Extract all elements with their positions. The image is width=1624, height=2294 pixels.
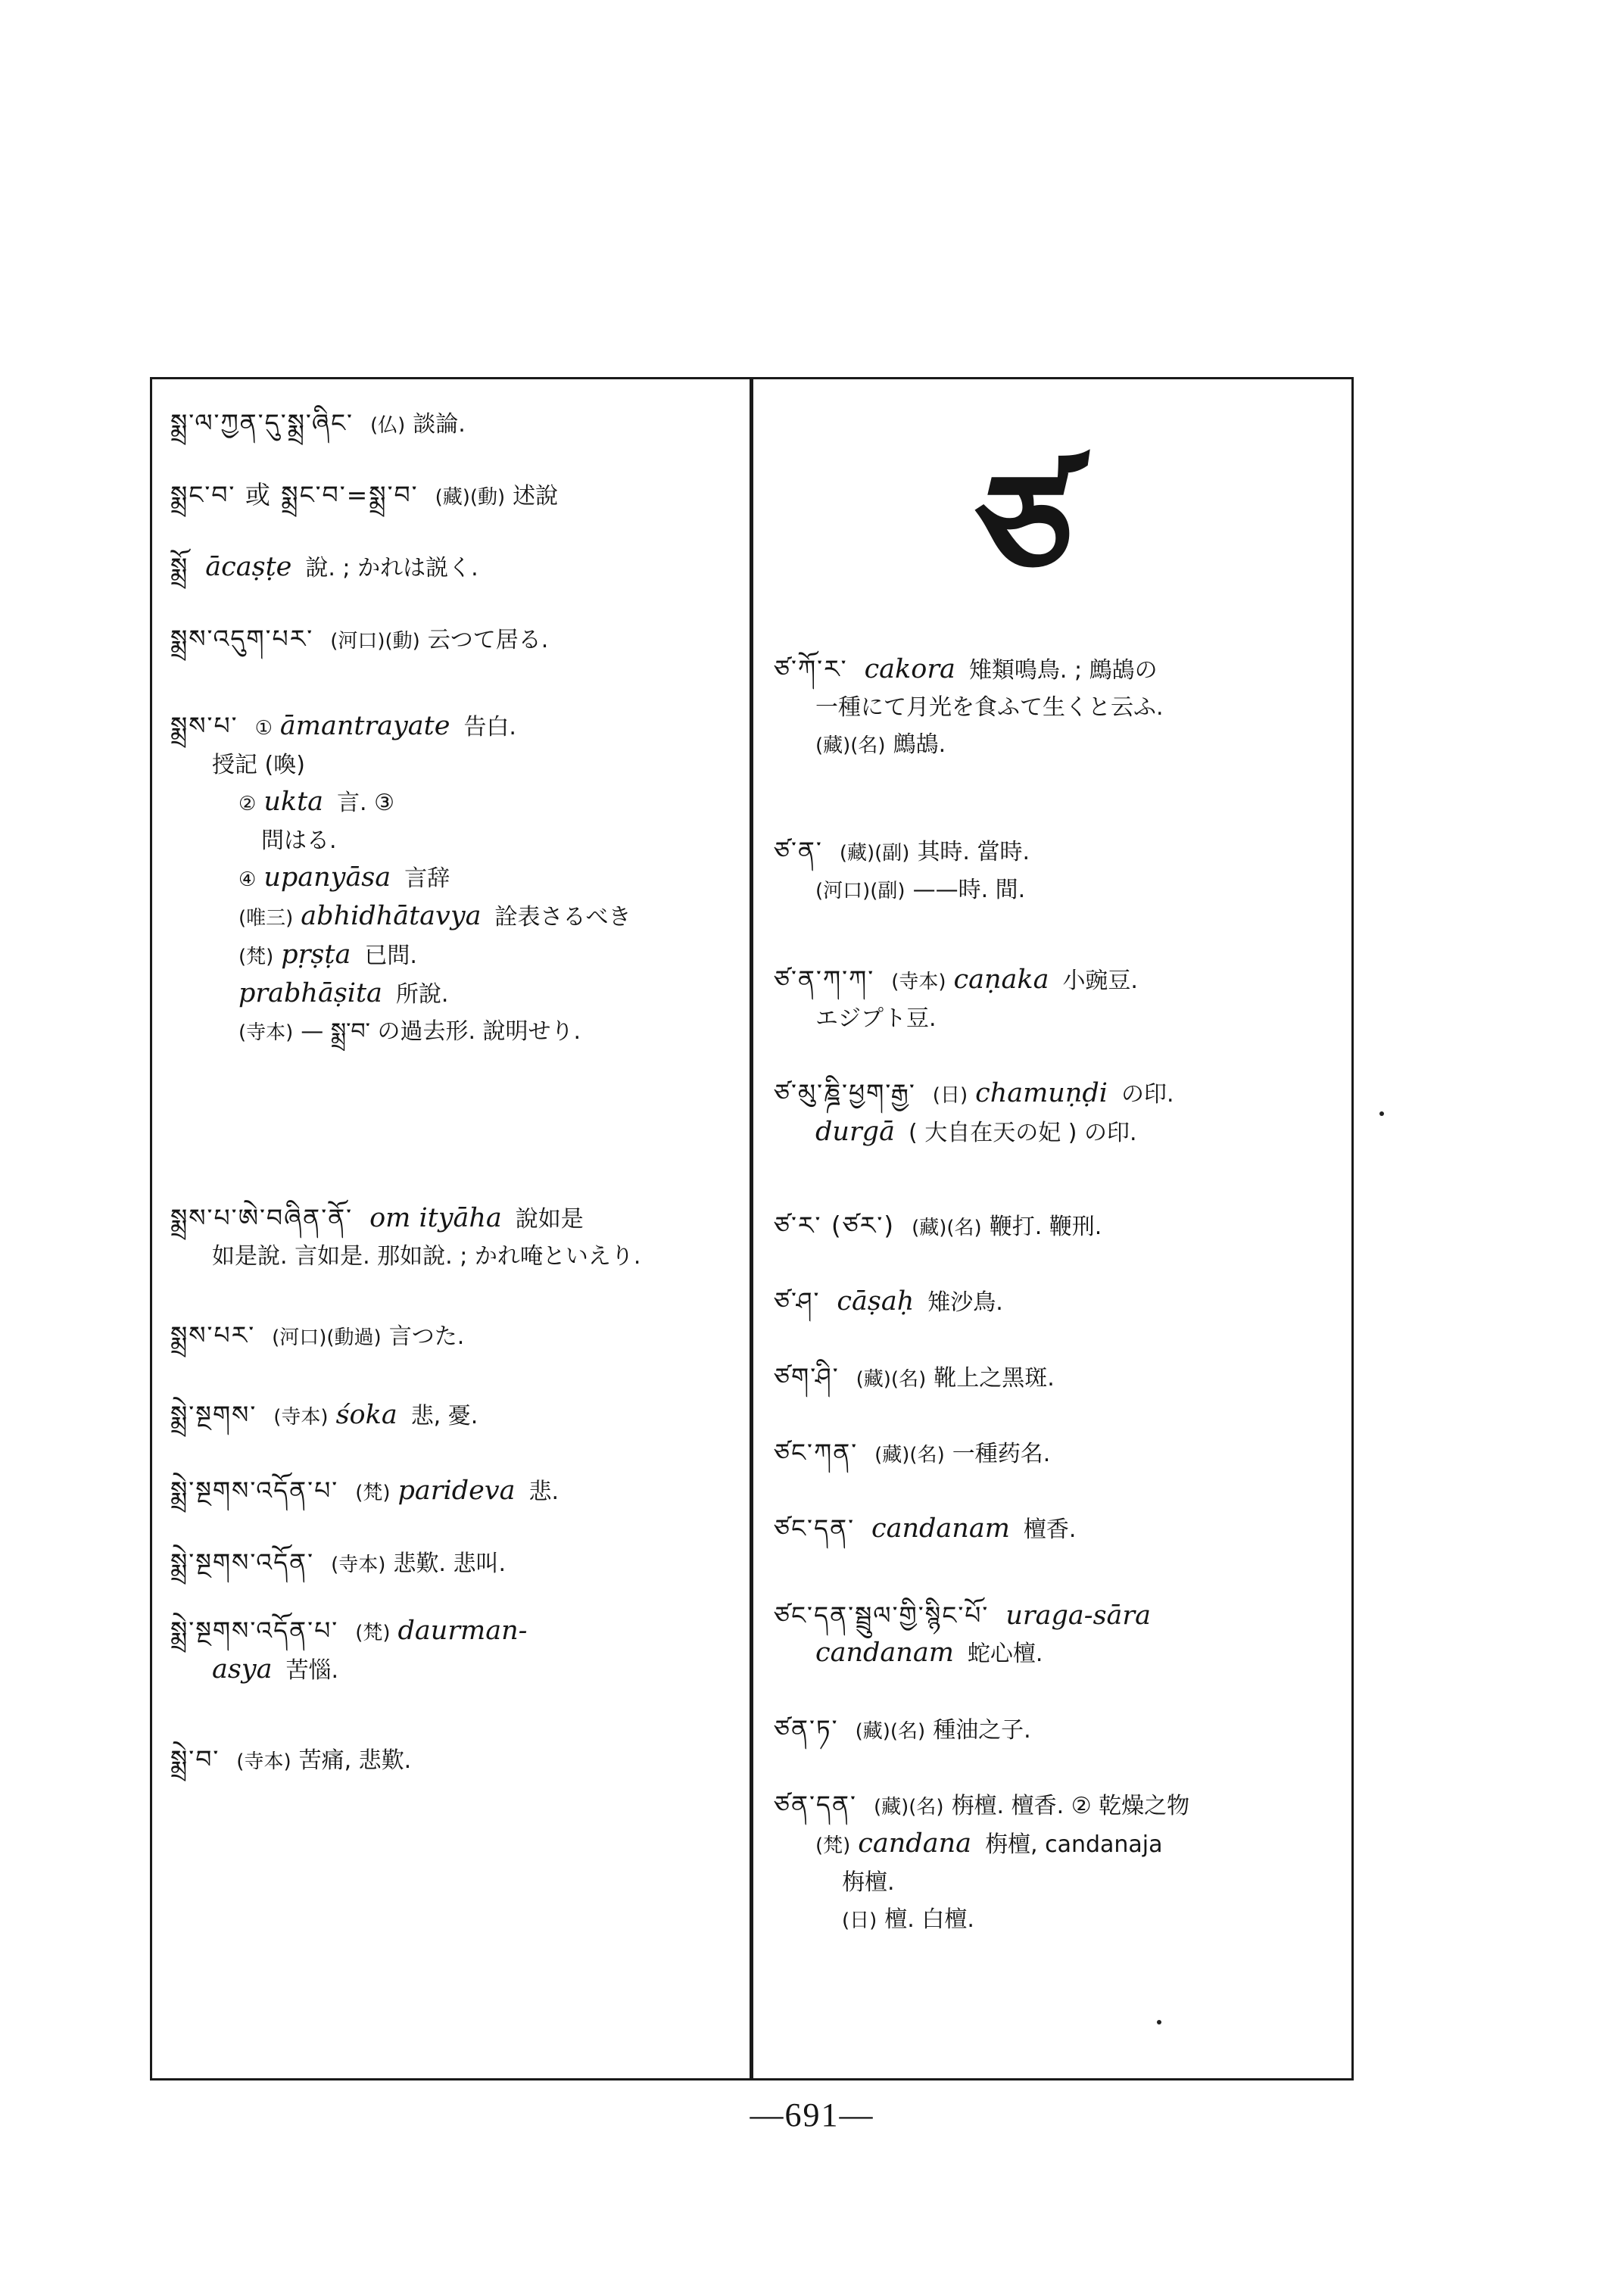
source-tag: (寺本) xyxy=(891,971,946,993)
tibetan-headword: སྨྲོ xyxy=(170,552,189,581)
tibetan-headword: ཙ་ན་ xyxy=(774,836,823,865)
entry-line xyxy=(170,898,746,937)
entry-line xyxy=(170,1238,746,1275)
gloss-text: 檀. 白檀. xyxy=(884,1906,974,1933)
romanized-term: candana xyxy=(858,1828,971,1859)
entry-line xyxy=(170,937,746,975)
source-tag: (日) xyxy=(932,1084,968,1107)
romanized-term: ācaṣṭe xyxy=(205,552,292,582)
entry-line xyxy=(774,726,1349,764)
gloss-text: ——時. 間. xyxy=(912,877,1026,903)
tibetan-headword: སྨྲང་བ་ 或 སྨྲང་བ་=སྨྲ་བ་ xyxy=(170,480,419,510)
entry-line xyxy=(774,1635,1349,1672)
gloss-text: — སྨྲ་བ་ の過去形. 說明せり. xyxy=(301,1018,581,1045)
tibetan-headword: སྨྲས་པར་ xyxy=(170,1320,256,1350)
romanized-term: ukta xyxy=(263,787,323,817)
gloss-text: 栴檀. xyxy=(842,1869,895,1896)
entry-line xyxy=(774,1510,1349,1548)
source-tag: (梵) xyxy=(355,1482,391,1504)
dictionary-entry xyxy=(170,1741,746,1780)
source-tag: (寺本) xyxy=(238,1021,294,1044)
romanized-term: cāṣaḥ xyxy=(837,1286,915,1317)
romanized-term: asya xyxy=(212,1654,273,1685)
dictionary-entry xyxy=(774,1787,1349,1939)
entry-line xyxy=(774,1359,1349,1398)
entry-line xyxy=(774,1208,1349,1246)
entry-line xyxy=(170,405,746,444)
gloss-text: 如是說. 言如是. 那如說. ; かれ唵といえり. xyxy=(212,1243,641,1270)
tibetan-headword: སྨྲ་ལ་ཀྱན་དུ་སྨྲ་ཞིང་ xyxy=(170,408,354,438)
dictionary-entry xyxy=(170,1200,746,1275)
entry-line xyxy=(774,1787,1349,1825)
dictionary-entry xyxy=(170,1613,746,1689)
source-tag: (藏)(副) xyxy=(839,842,910,865)
tibetan-headword: སྨྲེ་སྔགས་འདོན་ xyxy=(170,1548,315,1577)
gloss-text: 說如是 xyxy=(515,1206,584,1233)
entry-line xyxy=(170,1397,746,1435)
source-tag: (河口)(動) xyxy=(330,630,420,653)
gloss-text: 問はる. xyxy=(261,828,337,854)
romanized-term: śoka xyxy=(335,1400,397,1430)
source-tag: (梵) xyxy=(355,1622,391,1644)
dictionary-entry xyxy=(774,1208,1349,1246)
gloss-text: 其時. 當時. xyxy=(917,839,1030,865)
dictionary-entry xyxy=(774,1283,1349,1321)
entry-line xyxy=(774,1864,1349,1901)
romanized-term: paridevа xyxy=(397,1476,516,1506)
tibetan-headword: སྨྲས་པ་ xyxy=(170,711,238,740)
gloss-text: 說. ; かれは説く. xyxy=(305,555,478,581)
tibetan-headword: ཙ་ཤ་ xyxy=(774,1286,821,1316)
dictionary-entry xyxy=(170,708,746,1051)
tibetan-headword: སྨྲས་པ་ཨེ་བཞིན་ནོ་ xyxy=(170,1203,354,1233)
gloss-text: 苦惱. xyxy=(285,1657,339,1684)
tibetan-headword: ཙང་དན་ xyxy=(774,1513,856,1543)
dictionary-entry xyxy=(170,621,746,659)
gloss-text: 檀香. xyxy=(1023,1516,1077,1543)
section-letter: ཙ xyxy=(977,441,1074,619)
dictionary-entry xyxy=(774,1075,1349,1152)
tibetan-headword: ཙ་མུ་ཎྜི་ཕྱག་རྒྱ་ xyxy=(774,1078,916,1108)
entry-line xyxy=(774,1114,1349,1152)
speck xyxy=(1157,2020,1161,2024)
tibetan-headword: སྨྲེ་བ་ xyxy=(170,1744,220,1774)
romanized-term: abhidhātavya xyxy=(301,901,482,931)
dictionary-entry xyxy=(774,1510,1349,1548)
gloss-text: 一種にて月光を食ふて生くと云ふ. xyxy=(815,694,1164,721)
dictionary-entry xyxy=(774,651,1349,764)
entry-line xyxy=(170,1473,746,1511)
gloss-text: 授記 (喚) xyxy=(212,752,305,778)
gloss-text: 已問. xyxy=(364,943,417,969)
entry-line xyxy=(170,1741,746,1780)
dictionary-entry xyxy=(170,1473,746,1511)
tibetan-headword: ཙ་ཀོ་ར་ xyxy=(774,654,848,684)
romanized-term: candanam xyxy=(871,1513,1010,1544)
romanized-term: candanam xyxy=(815,1638,954,1668)
entry-line xyxy=(170,1651,746,1689)
gloss-text: 詮表さるべき xyxy=(494,904,631,930)
dictionary-entry xyxy=(170,1397,746,1435)
source-tag: (藏)(名) xyxy=(874,1444,945,1466)
speck xyxy=(1379,1111,1384,1116)
dictionary-entry xyxy=(774,1711,1349,1750)
romanized-term: uraga-sāra xyxy=(1005,1601,1152,1631)
source-tag: (寺本) xyxy=(236,1750,291,1773)
gloss-text: エジプト豆. xyxy=(815,1005,937,1032)
entry-line xyxy=(774,689,1349,726)
source-tag: (唯三) xyxy=(238,907,294,930)
gloss-text: 靴上之黑斑. xyxy=(934,1365,1055,1392)
source-tag: (河口)(副) xyxy=(815,880,906,902)
gloss-text: 栴檀. 檀香. ② 乾燥之物 xyxy=(951,1793,1190,1819)
entry-line xyxy=(170,975,746,1013)
gloss-text: 悲. xyxy=(528,1479,560,1505)
gloss-text: 種油之子. xyxy=(933,1717,1031,1744)
entry-line xyxy=(170,549,746,587)
source-tag: ④ xyxy=(238,868,257,891)
dictionary-entry xyxy=(170,477,746,516)
gloss-text: 雉沙鳥. xyxy=(927,1289,1003,1316)
entry-line xyxy=(170,1613,746,1651)
dictionary-entry xyxy=(774,1597,1349,1672)
dictionary-entry xyxy=(170,1544,746,1583)
entry-line xyxy=(774,1901,1349,1939)
entry-line xyxy=(170,822,746,859)
entry-line xyxy=(170,784,746,822)
gloss-text: 雉類鳴鳥. ; 鷓鴣の xyxy=(968,657,1158,684)
gloss-text: 苦痛, 悲歎. xyxy=(298,1747,412,1774)
gloss-text: 述說 xyxy=(513,483,559,510)
source-tag: (日) xyxy=(842,1909,877,1932)
gloss-text: ( 大自在天の妃 ) の印. xyxy=(908,1120,1137,1146)
dictionary-entry xyxy=(774,1359,1349,1398)
source-tag: (藏)(動) xyxy=(435,486,506,509)
entry-line xyxy=(170,746,746,784)
romanized-term: chamuṇḍi xyxy=(975,1078,1108,1108)
tibetan-headword: སྨྲས་འདུག་པར་ xyxy=(170,624,314,653)
source-tag: (河口)(動過) xyxy=(272,1326,382,1349)
source-tag: (寺本) xyxy=(331,1554,386,1576)
gloss-text: の印. xyxy=(1121,1081,1174,1108)
romanized-term: āmantrayate xyxy=(279,711,450,741)
entry-line xyxy=(774,1075,1349,1114)
dictionary-entry xyxy=(170,1317,746,1356)
gloss-text: 栴檀, candanaja xyxy=(985,1831,1163,1858)
gloss-text: 鞭打. 鞭刑. xyxy=(989,1214,1102,1240)
entry-line xyxy=(170,1200,746,1238)
entry-line xyxy=(774,833,1349,871)
tibetan-headword: ཙན་དན་ xyxy=(774,1790,857,1819)
entry-line xyxy=(170,859,746,898)
entry-line xyxy=(774,1825,1349,1864)
entry-line xyxy=(170,621,746,659)
dictionary-entry xyxy=(774,833,1349,909)
gloss-text: 言つた. xyxy=(388,1323,465,1350)
romanized-term: daurman- xyxy=(397,1616,528,1646)
entry-line xyxy=(774,1711,1349,1750)
gloss-text: 言辞 xyxy=(404,865,450,892)
tibetan-headword: ཙང་ཀན་ xyxy=(774,1438,859,1467)
dictionary-entry xyxy=(170,405,746,444)
romanized-term: cakora xyxy=(864,654,955,684)
tibetan-headword: སྨྲེ་སྔགས་ xyxy=(170,1400,257,1429)
gloss-text: 所說. xyxy=(395,981,449,1008)
tibetan-headword: ཙན་ཏ་ xyxy=(774,1714,839,1744)
entry-line xyxy=(774,1435,1349,1473)
gloss-text: 告白. xyxy=(463,714,516,740)
source-tag: ② xyxy=(238,793,257,815)
source-tag: (寺本) xyxy=(273,1406,329,1429)
entry-line xyxy=(774,1597,1349,1635)
source-tag: (藏)(名) xyxy=(873,1796,944,1819)
source-tag: (仏) xyxy=(369,414,406,437)
gloss-text: 悲, 憂. xyxy=(410,1403,478,1429)
entry-line xyxy=(170,1013,746,1051)
page-number: —691— xyxy=(750,2096,874,2133)
entry-line xyxy=(774,1283,1349,1321)
column-divider xyxy=(750,377,753,2080)
entry-line xyxy=(170,1317,746,1356)
source-tag: ① xyxy=(254,717,273,740)
romanized-term: upanyāsa xyxy=(263,862,391,893)
tibetan-headword: སྨྲེ་སྔགས་འདོན་པ་ xyxy=(170,1616,339,1645)
source-tag: (藏)(名) xyxy=(855,1720,926,1743)
source-tag: (藏)(名) xyxy=(815,734,886,757)
gloss-text: 言. ③ xyxy=(337,790,394,816)
source-tag: (梵) xyxy=(238,946,274,968)
entry-line xyxy=(774,651,1349,689)
entry-line xyxy=(774,962,1349,1000)
gloss-text: 談論. xyxy=(413,411,466,438)
source-tag: (藏)(名) xyxy=(856,1368,927,1391)
dictionary-entry xyxy=(774,1435,1349,1473)
romanized-term: pṛṣṭa xyxy=(281,940,351,970)
romanized-term: om ityāha xyxy=(369,1203,502,1233)
romanized-term: prabhāṣita xyxy=(238,978,382,1008)
source-tag: (梵) xyxy=(815,1834,851,1857)
tibetan-headword: ཙ་ན་ཀ་ཀ་ xyxy=(774,965,875,994)
gloss-text: 悲歎. 悲叫. xyxy=(393,1551,507,1577)
tibetan-headword: ཙ་ར་ (ཙར་) xyxy=(774,1211,896,1240)
entry-line xyxy=(170,1544,746,1583)
gloss-text: 蛇心檀. xyxy=(967,1641,1043,1667)
tibetan-headword: སྨྲེ་སྔགས་འདོན་པ་ xyxy=(170,1476,339,1505)
entry-line xyxy=(774,1000,1349,1037)
romanized-term: durgā xyxy=(815,1117,895,1147)
gloss-text: 小豌豆. xyxy=(1062,968,1138,994)
dictionary-entry xyxy=(170,549,746,587)
gloss-text: 鷓鴣. xyxy=(893,731,946,758)
source-tag: (藏)(名) xyxy=(912,1217,982,1239)
entry-line xyxy=(170,477,746,516)
entry-line xyxy=(170,708,746,746)
gloss-text: 一種药名. xyxy=(952,1441,1051,1467)
tibetan-headword: ཙག་ཤི་ xyxy=(774,1362,840,1392)
romanized-term: caṇaka xyxy=(953,965,1049,995)
entry-line xyxy=(774,871,1349,909)
tibetan-headword: ཙང་དན་སྦྲུལ་གྱི་སྙིང་པོ་ xyxy=(774,1601,990,1630)
dictionary-entry xyxy=(774,962,1349,1037)
gloss-text: 云つて居る. xyxy=(427,627,549,653)
